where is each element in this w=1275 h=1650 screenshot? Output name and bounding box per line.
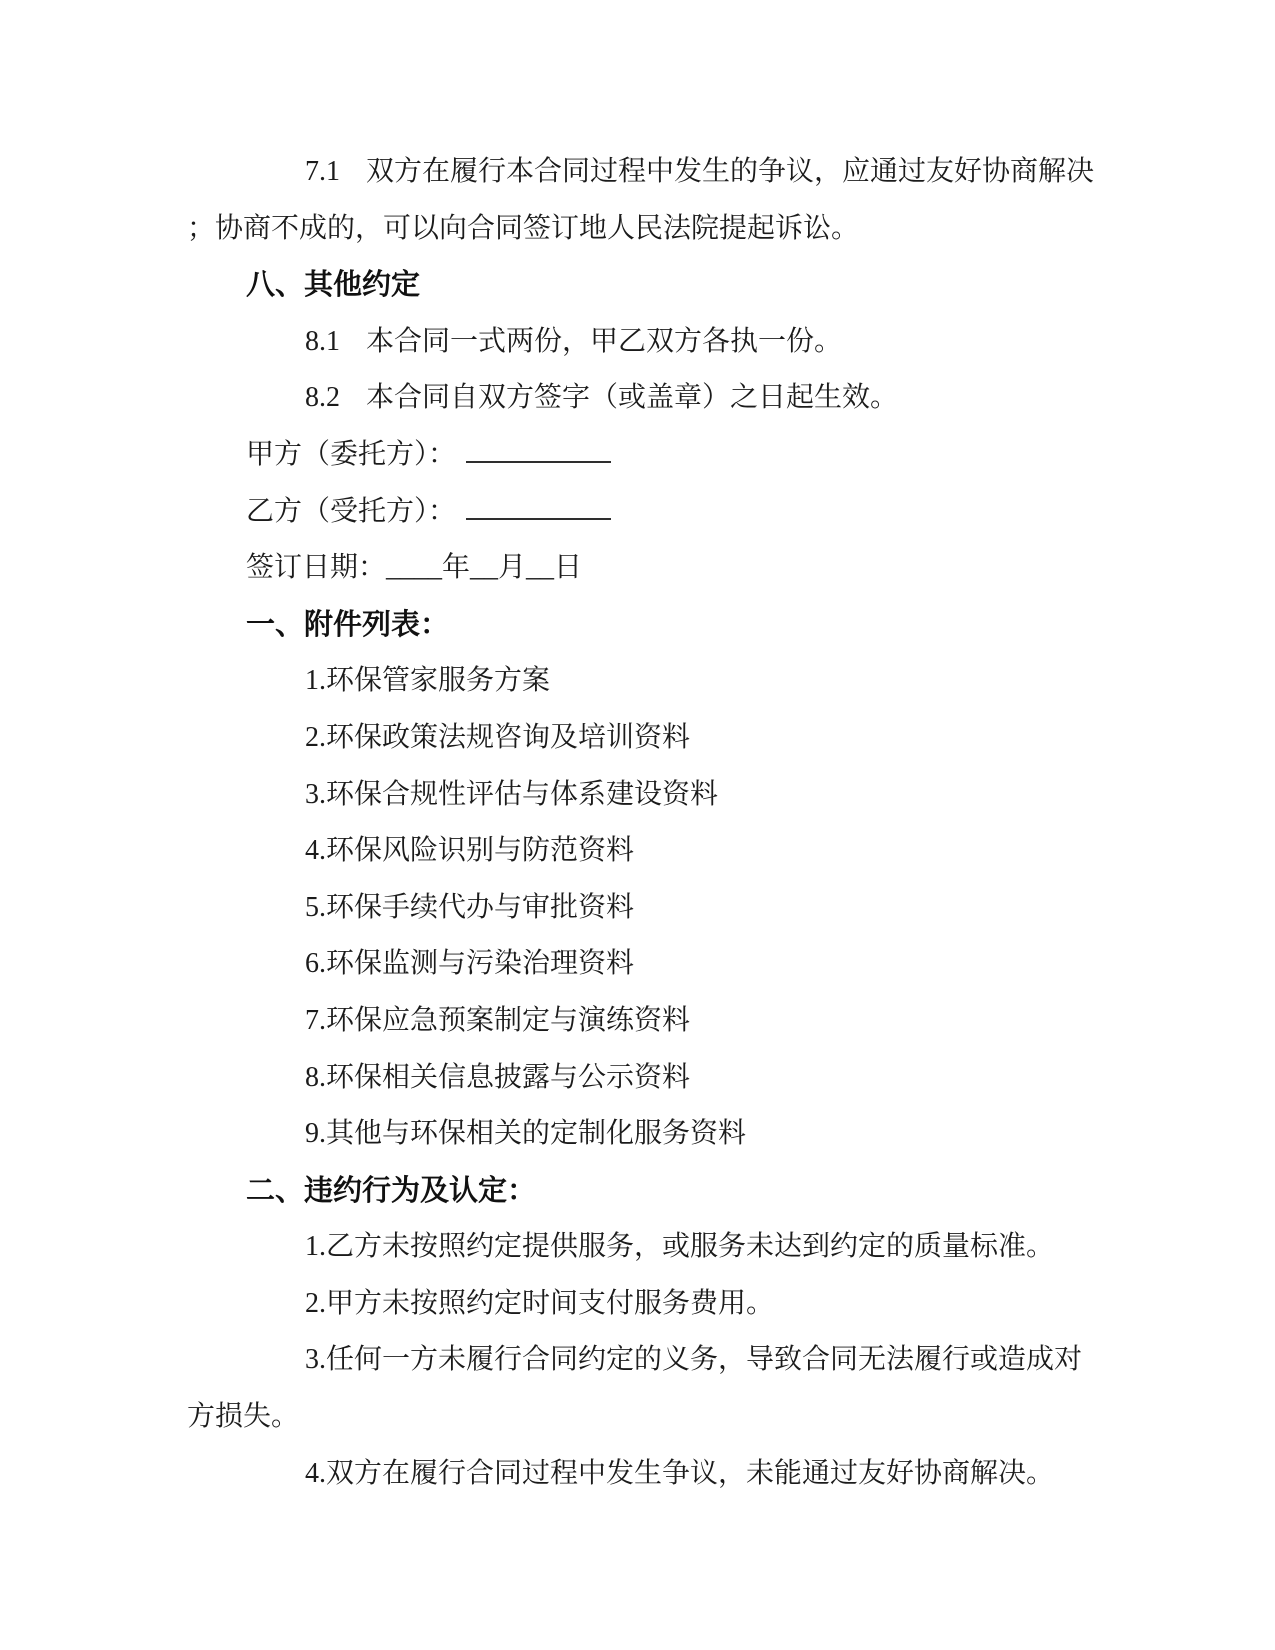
clause-text: 双方在履行本合同过程中发生的争议，应通过友好协商解决 <box>366 156 1095 187</box>
item-text: 环保手续代办与审批资料 <box>326 891 635 923</box>
item-number: 1. <box>305 1231 326 1263</box>
item-text: 乙方未按照约定提供服务，或服务未达到约定的质量标准。 <box>326 1231 1055 1263</box>
party-b-signature-line <box>187 484 1097 541</box>
breach-item-3-line-1 <box>187 1332 1097 1389</box>
item-text: 环保政策法规咨询及培训资料 <box>326 721 691 753</box>
attachment-item-7 <box>187 993 1097 1050</box>
attachment-item-5 <box>187 880 1097 937</box>
item-number: 3. <box>305 778 326 810</box>
document-body <box>187 144 1097 1502</box>
breach-item-1 <box>187 1219 1097 1276</box>
item-text: 其他与环保相关的定制化服务资料 <box>326 1118 747 1150</box>
clause-text: 本合同自双方签字（或盖章）之日起生效。 <box>366 382 899 414</box>
item-number: 1. <box>305 665 326 697</box>
item-number: 2. <box>305 721 326 753</box>
item-text: 双方在履行合同过程中发生争议，未能通过友好协商解决。 <box>326 1457 1055 1489</box>
item-number: 2. <box>305 1287 326 1319</box>
signature-label: 甲方（委托方）： <box>246 438 457 470</box>
attachment-item-6 <box>187 936 1097 993</box>
clause-number: 8.2 <box>305 382 340 414</box>
item-text: 环保应急预案制定与演练资料 <box>326 1004 691 1036</box>
signature-underline <box>466 461 611 463</box>
section-heading-other-terms: 八、其他约定 <box>246 269 421 302</box>
item-text: 任何一方未履行合同约定的义务，导致合同无法履行或造成对 <box>326 1344 1083 1376</box>
attachment-item-4 <box>187 823 1097 880</box>
item-number: 6. <box>305 948 326 980</box>
clause-text: 本合同一式两份，甲乙双方各执一份。 <box>366 325 843 357</box>
item-number: 8. <box>305 1061 326 1093</box>
item-text: 环保监测与污染治理资料 <box>326 948 635 980</box>
section-heading-attachment-list: 一、附件列表： <box>246 608 450 641</box>
attachment-item-3 <box>187 767 1097 824</box>
item-number: 4. <box>305 1457 326 1489</box>
clause-7-1-line-2: ；协商不成的，可以向合同签订地人民法院提起诉讼。 <box>187 212 860 244</box>
item-text: 环保风险识别与防范资料 <box>326 835 635 867</box>
clause-8-1 <box>187 314 1097 371</box>
item-text: 环保合规性评估与体系建设资料 <box>326 778 719 810</box>
signature-label: 乙方（受托方）： <box>246 495 457 527</box>
item-number: 7. <box>305 1004 326 1036</box>
attachment-item-9 <box>187 1106 1097 1163</box>
item-number: 4. <box>305 835 326 867</box>
clause-number: 8.1 <box>305 325 340 357</box>
attachment-item-1 <box>187 653 1097 710</box>
item-text: 环保管家服务方案 <box>326 665 551 697</box>
attachment-item-8 <box>187 1050 1097 1107</box>
item-text: 甲方未按照约定时间支付服务费用。 <box>326 1287 775 1319</box>
sign-date-line: 签订日期：____年__月__日 <box>246 552 583 584</box>
attachment-item-2 <box>187 710 1097 767</box>
clause-8-2 <box>187 370 1097 427</box>
item-number: 5. <box>305 891 326 923</box>
breach-item-2 <box>187 1276 1097 1333</box>
item-number: 9. <box>305 1118 326 1150</box>
clause-number: 7.1 <box>305 156 340 187</box>
signature-underline <box>466 518 611 520</box>
breach-item-4 <box>187 1446 1097 1503</box>
breach-item-3-line-2: 方损失。 <box>187 1401 300 1433</box>
party-a-signature-line <box>187 427 1097 484</box>
item-text: 环保相关信息披露与公示资料 <box>326 1061 691 1093</box>
section-heading-breach-terms: 二、违约行为及认定： <box>246 1174 537 1207</box>
clause-7-1-line-1 <box>187 144 1097 201</box>
item-number: 3. <box>305 1344 326 1376</box>
